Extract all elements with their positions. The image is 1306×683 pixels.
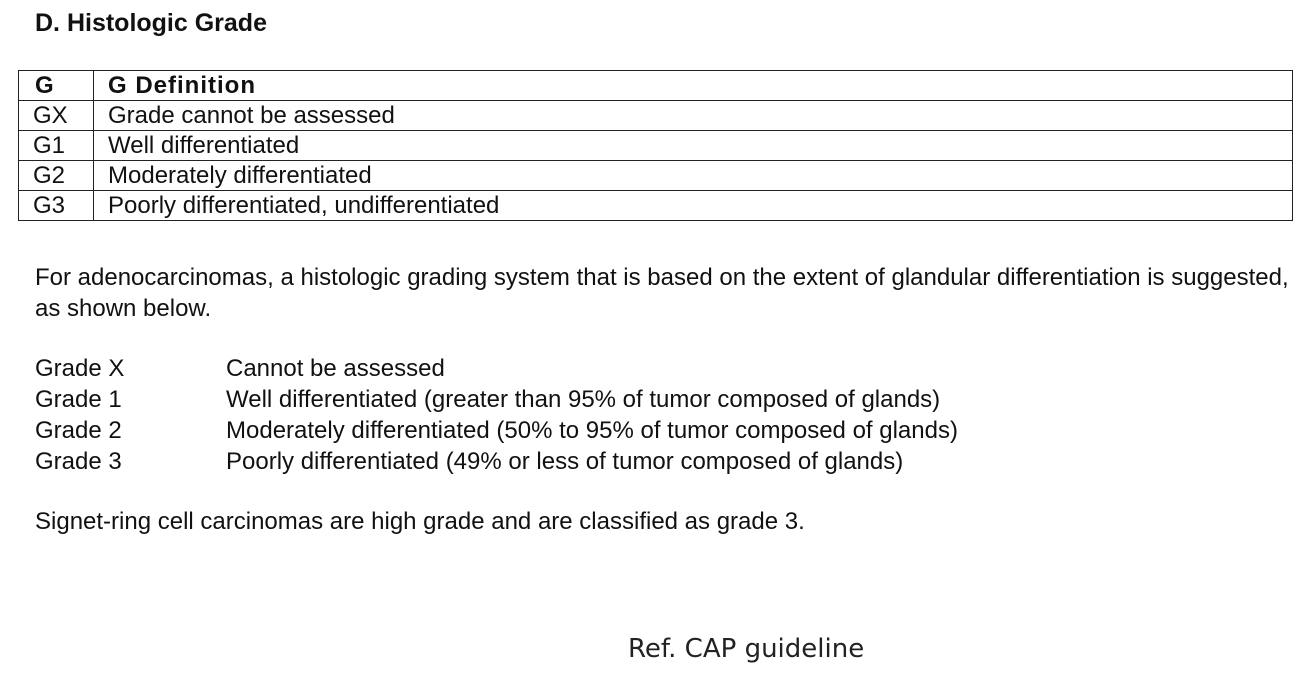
section-heading: D. Histologic Grade [35,9,267,37]
grade-definition-cell: Grade cannot be assessed [94,101,1293,131]
table-row [19,131,1293,161]
grade-label: Grade 1 [35,386,122,413]
grade-code-cell: G1 [19,131,94,161]
table-header-row [19,71,1293,101]
grade-label: Grade 3 [35,448,122,475]
grade-table [18,70,1293,221]
grade-label: Grade X [35,355,125,382]
grade-description: Cannot be assessed [226,355,445,382]
table-row [19,191,1293,221]
intro-paragraph: For adenocarcinomas, a histologic grading system that is based on the extent of glandular differentiation is suggested, as shown below. [35,264,1289,322]
column-header-g: G [19,71,94,101]
signet-ring-note: Signet-ring cell carcinomas are high grade and are classified as grade 3. [35,508,805,535]
grade-code-cell: G2 [19,161,94,191]
grading-system-list [35,353,1300,477]
reference-caption: Ref. CAP guideline [628,634,865,664]
grade-description: Poorly differentiated (49% or less of tumor composed of glands) [226,448,904,475]
column-header-definition: G Definition [94,71,1293,101]
grade-definition-cell: Moderately differentiated [94,161,1293,191]
table-row [19,161,1293,191]
list-item [35,384,1300,415]
grade-label: Grade 2 [35,417,122,444]
grade-description: Moderately differentiated (50% to 95% of tumor composed of glands) [226,417,958,444]
list-item [35,353,1300,384]
list-item [35,446,1300,477]
grade-code-cell: G3 [19,191,94,221]
grade-code-cell: GX [19,101,94,131]
table-row [19,101,1293,131]
grade-description: Well differentiated (greater than 95% of tumor composed of glands) [226,386,941,413]
list-item [35,415,1300,446]
grade-definition-cell: Poorly differentiated, undifferentiated [94,191,1293,221]
grade-definition-cell: Well differentiated [94,131,1293,161]
